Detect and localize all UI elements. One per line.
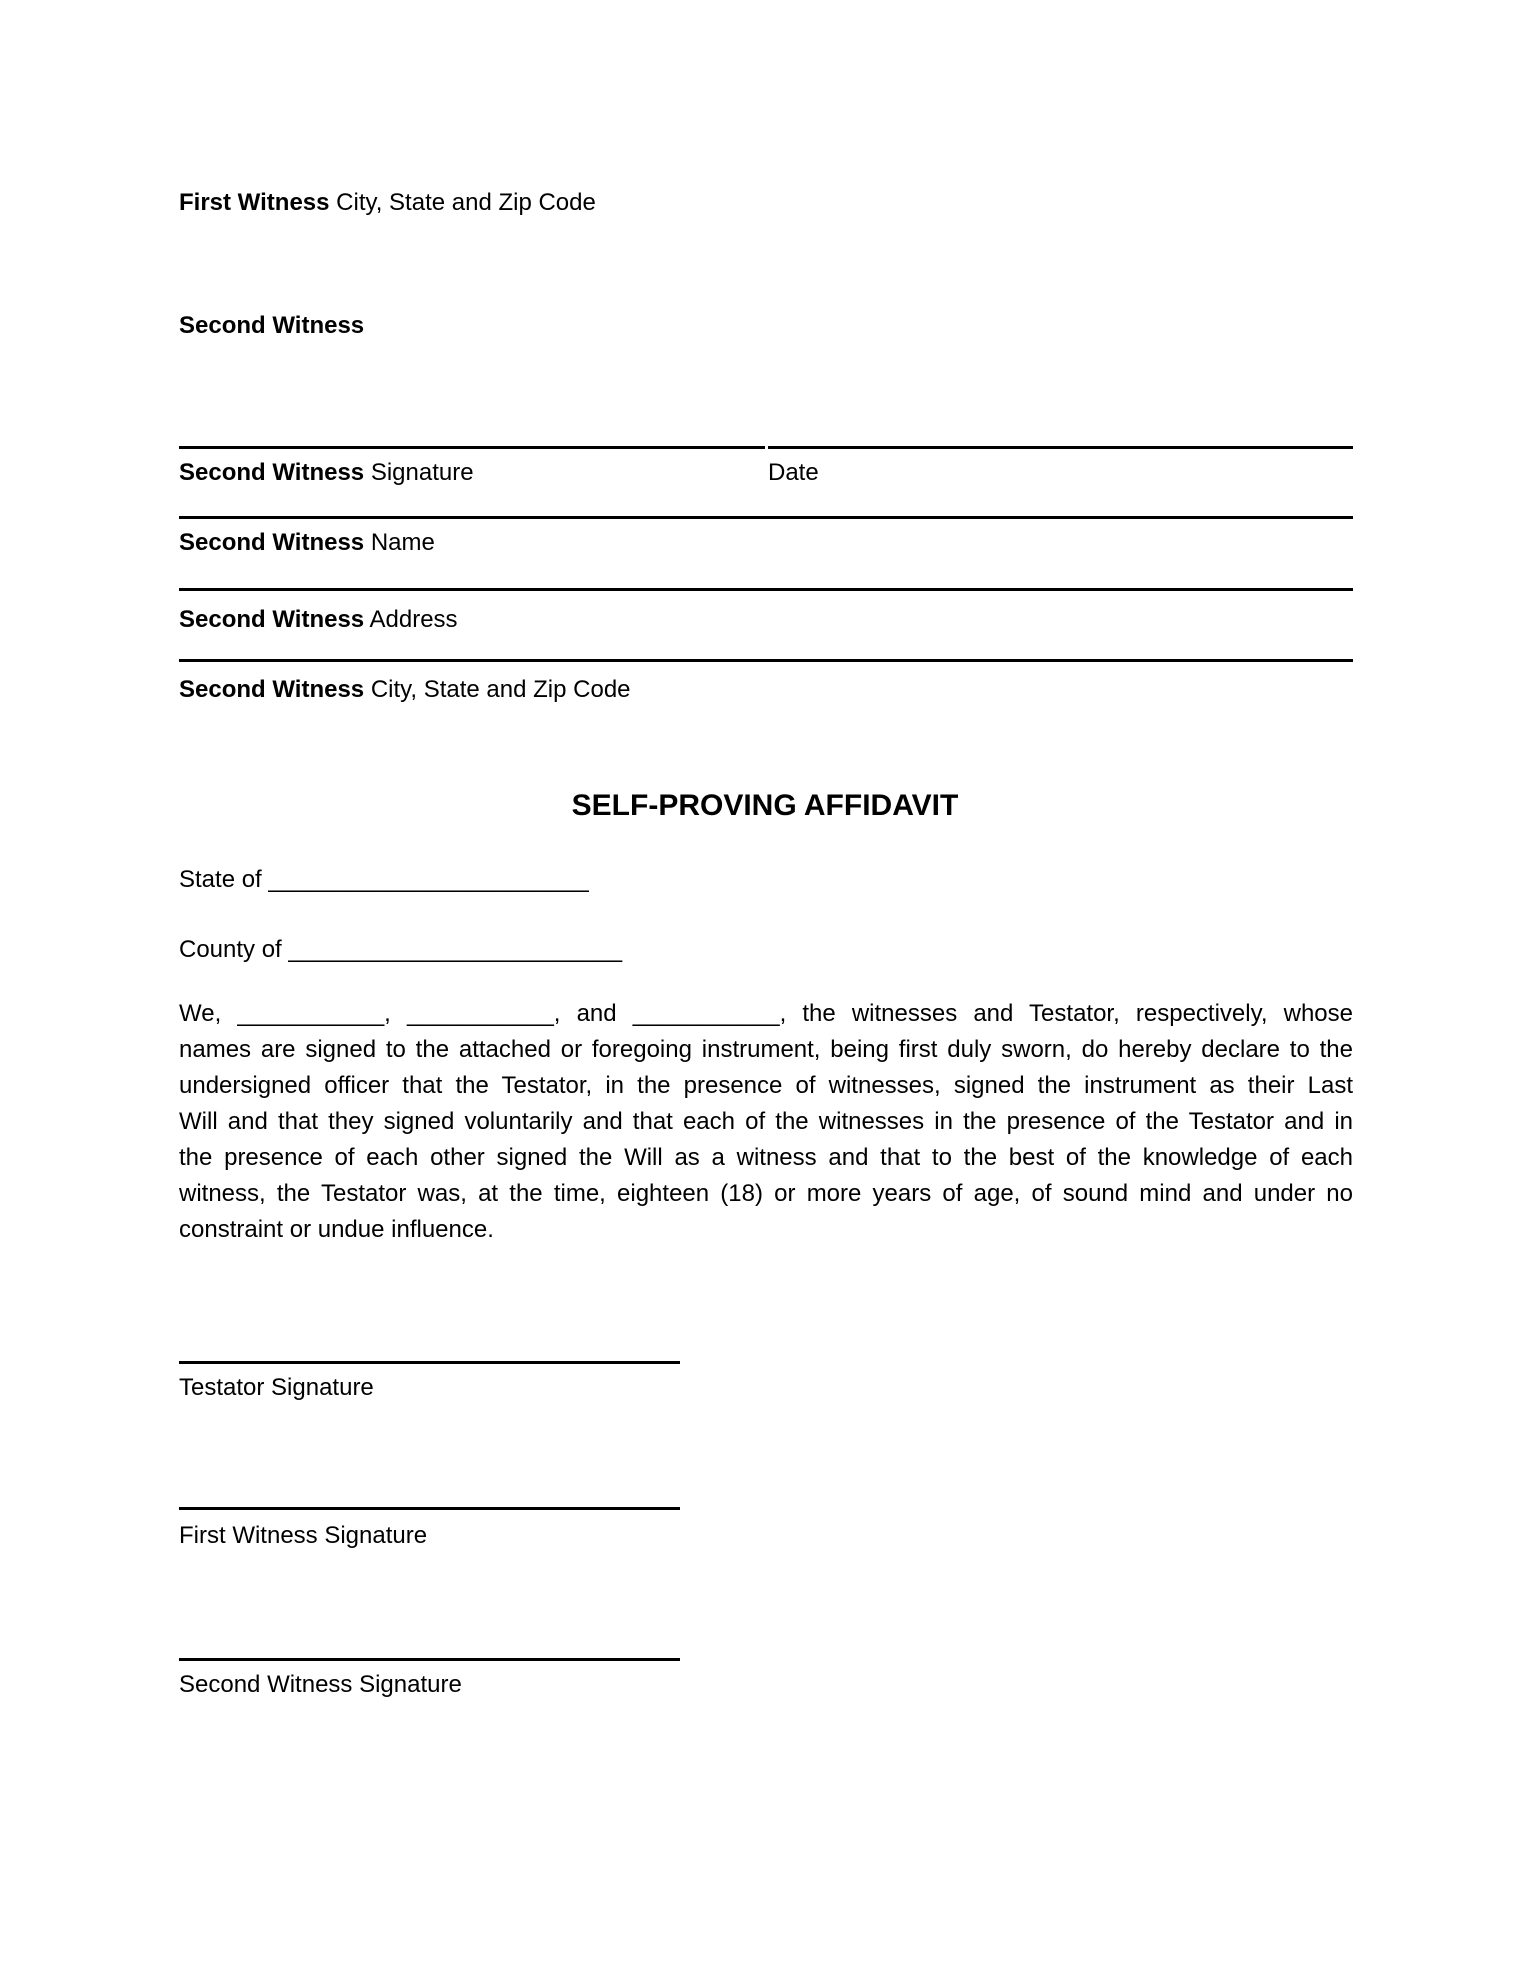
state-of-label: State of (179, 866, 262, 893)
affidavit-body (179, 996, 1353, 1248)
affidavit-body-line-6: witness, the Testator was, at the time, eighteen (18) or more years of age, of sound mind and under no (179, 1180, 1353, 1207)
second-witness-signature-line-bottom (179, 1658, 680, 1661)
second-witness-name-line (179, 516, 1353, 519)
first-witness-signature-line (179, 1507, 680, 1510)
second-witness-signature-line (179, 446, 765, 449)
county-of-field (179, 934, 622, 966)
county-of-label: County of (179, 936, 282, 963)
second-witness-city-line (179, 659, 1353, 662)
second-witness-name-label (179, 527, 435, 559)
first-witness-city-label (179, 187, 596, 219)
second-witness-signature-label-bold: Second Witness (179, 459, 365, 486)
second-witness-name-label-bold: Second Witness (179, 529, 365, 556)
testator-signature-label: Testator Signature (179, 1374, 374, 1401)
second-witness-address-label (179, 604, 458, 636)
first-witness-city-label-rest: City, State and Zip Code (329, 189, 596, 216)
county-of-blank: _________________________ (281, 936, 623, 963)
affidavit-body-line-7: constraint or undue influence. (179, 1216, 494, 1243)
affidavit-body-line-1: We, ___________, ___________, and ___________, the witnesses and Testator, respectively, whose (179, 1000, 1353, 1027)
second-witness-city-label-bold: Second Witness (179, 676, 365, 703)
second-witness-date-line (768, 446, 1353, 449)
second-witness-address-line (179, 588, 1353, 591)
testator-signature-line (179, 1361, 680, 1364)
second-witness-signature-label-bottom: Second Witness Signature (179, 1671, 462, 1698)
second-witness-heading: Second Witness (179, 312, 365, 339)
second-witness-city-label (179, 674, 631, 706)
state-of-blank: ________________________ (261, 866, 589, 893)
first-witness-city-label-bold: First Witness (179, 189, 330, 216)
second-witness-address-label-rest: Address (364, 606, 458, 633)
second-witness-signature-label-rest: Signature (364, 459, 474, 486)
second-witness-name-label-rest: Name (364, 529, 435, 556)
affidavit-body-line-4: Will and that they signed voluntarily and that each of the witnesses in the presence of the Testator and in (179, 1108, 1353, 1135)
affidavit-body-line-5: the presence of each other signed the Will as a witness and that to the best of the knowledge of each (179, 1144, 1353, 1171)
second-witness-signature-label (179, 457, 474, 489)
date-label: Date (768, 459, 819, 486)
second-witness-address-label-bold: Second Witness (179, 606, 365, 633)
affidavit-title: SELF-PROVING AFFIDAVIT (571, 789, 959, 822)
affidavit-body-line-3: undersigned officer that the Testator, in the presence of witnesses, signed the instrument as their Last (179, 1072, 1353, 1099)
affidavit-body-line-2: names are signed to the attached or foregoing instrument, being first duly sworn, do hereby declare to the (179, 1036, 1353, 1063)
state-of-field (179, 864, 589, 896)
first-witness-signature-label: First Witness Signature (179, 1522, 428, 1549)
second-witness-city-label-rest: City, State and Zip Code (364, 676, 631, 703)
